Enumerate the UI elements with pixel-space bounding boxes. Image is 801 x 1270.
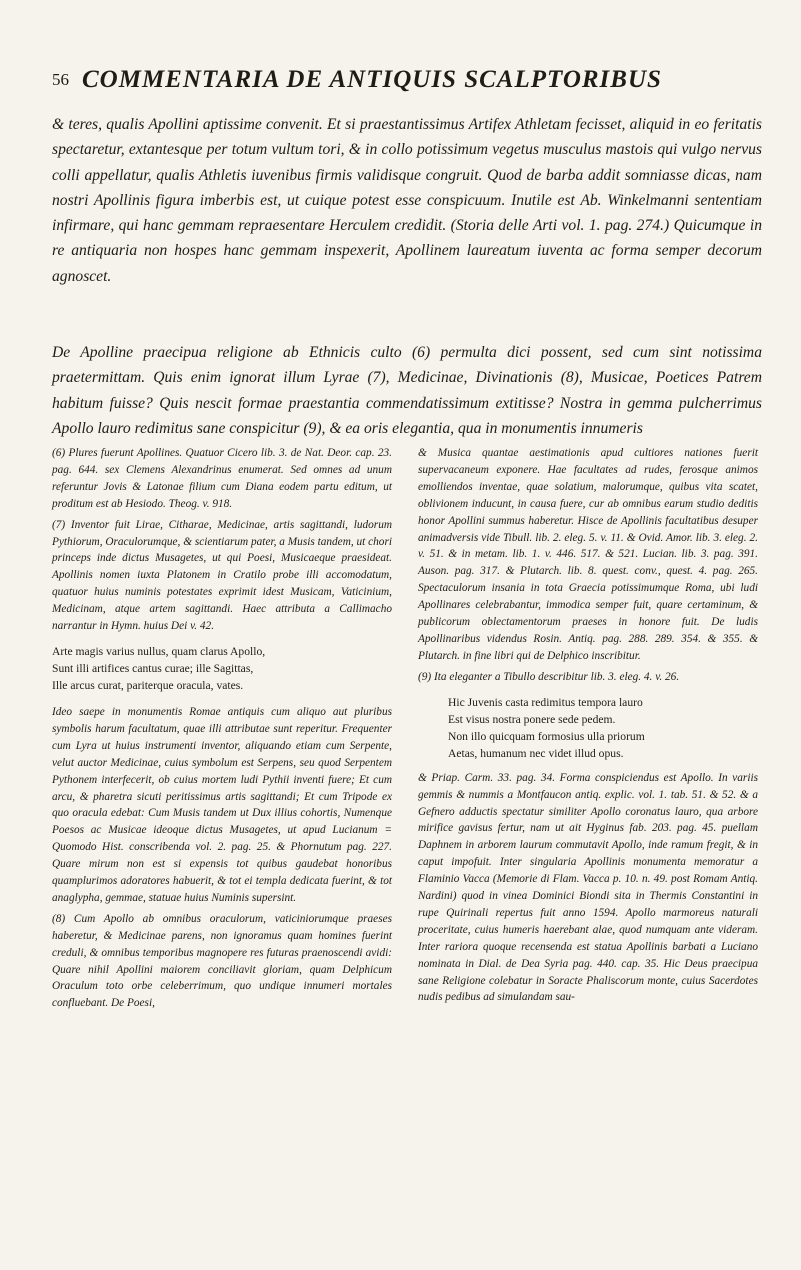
- running-head: COMMENTARIA DE ANTIQUIS SCALPTORIBUS: [82, 66, 662, 93]
- footnote-9-continued: & Priap. Carm. 33. pag. 34. Forma conspiciendus est Apollo. In variis gemmis & nummis a Montfaucon antiq. explic. vol. 1. tab. 51. & 52. & a Gefnero adductis spectatur similiter Apollo coronatus lauro, qua arbore mirifice gavisus fertur, nam ut ait Hyginus fab. 203. pag. 45. puellam Daphnem in arborem laurum commutavit Apollo, inde ramum fregit, & in caput impofuit. Inter singularia Apollinis monumenta memoratur a Flaminio Vacca (Memorie di Flam. Vacca p. 10. n. 49. post Romam Antiq. Nardini) quod in vinea Dominici Biondi sita in Thermis Constantini in rupe Quirinali repertus fuit anno 1594. Apollo marmoreus naturali proceritate, cuius humeris haerebant alae, quod numquam ante videram. Inter rariora quoque recensenda est statua Apollinis barbati a Luciano nominata in Dial. de Dea Syria pag. 440. cap. 35. Hic Deus praecipua sane Religione colebatur in Soracte Phaliscorum monte, cuius Sacerdotes nudis pedibus ad simulandam sau-: [418, 771, 758, 1004]
- footnote-8-continued: & Musica quantae aestimationis apud cultiores nationes fuerit supervacaneum exponere. Hae facultates ad rudes, ferosque animos emolliendos inventae, quae solatium, malorumque, quibus vita scatet, oblivionem inducunt, in causa fuere, cur ab omnibus earum studio deditis honor Apollini summus haberetur. Hisce de Apollinis facultatibus desuper animadversis vide Tibull. lib. 2. eleg. 5. v. 11. & Ovid. Amor. lib. 3. eleg. 2. v. 51. & in metam. lib. 1. v. 446. 517. & 521. Lucian. lib. 3. pag. 391. Auson. pag. 317. & Plutarch. lib. 8. quest. conv., quest. 4. pag. 265. Spectaculorum insania in tota Graecia potissimumque Roma, ubi ludi Apollinares celebrabantur, immodica semper fuit, quare certaminum, & publicorum oblectamentorum praeses in honore fuit. De ludis Apollinaribus videndus Rosin. Antiq. pag. 288. 289. 354. & 355. & Plutarch. in fine libri qui de Delphico inscribitur.: [418, 447, 758, 662]
- verse-line: Arte magis varius nullus, quam clarus Apollo,: [52, 644, 266, 658]
- verse-line: Sunt illi artifices cantus curae; ille Sagittas,: [52, 661, 254, 675]
- tibullus-verse: [448, 694, 758, 762]
- verse-line: Hic Juvenis casta redimitus tempora lauro: [448, 695, 643, 709]
- footnotes-right-column: [418, 445, 758, 1010]
- page-header: [52, 66, 752, 96]
- verse-line: Non illo quicquam formosius ulla priorum: [448, 729, 645, 743]
- verse-line: Est visus nostra ponere sede pedem.: [448, 712, 616, 726]
- footnote-7: (7) Inventor fuit Lirae, Citharae, Medicinae, artis sagittandi, ludorum Pythiorum, Oraculorumque, & scientiarum pater, a Musis tandem, ut chori princeps inde dictus Musagetes, ut qui Poesi, Musicaeque praesideat. Apollinis nomen iuxta Platonem in Cratilo probe illi accomodatum, quatuor huius numinis potestates exprimit idest Musicam, Vaticinium, Medicinam, atque artem sagittandi. Haec attributa a Callimacho narrantur in Hymn. huius Dei v. 42.: [52, 518, 392, 633]
- verse-line: Aetas, humanum nec videt illud opus.: [448, 746, 624, 760]
- footnote-7-continued: Ideo saepe in monumentis Romae antiquis cum aliquo aut pluribus symbolis harum facultatum, quae illi attributae sunt reperitur. Frequenter cum Lyra ut huius instrumenti inventor, aliquando etiam cum Serpente, velut auctor Medicinae, cuius symbolum est Serpens, seu quod Serpentem Pythonem interfecerit, ob cuius mortem ludi Pythii inventi fuere; Et cum arcu, & pharetra sicuti peritissimus artis sagittandi; Et cum Tripode ex quo oracula edebat: Cum Musis tandem ut Dux illius cohortis, Numenque Poesos ac Musicae ideoque dictus Musagetes, ut apud Lucianum = Quomodo Hist. conscribenda vol. 2. pag. 25. & Phornutum pag. 227. Quare mirum non est si expensis tot quibus gaudebat honoribus quamplurimos adoratores habuerit, & tot ei templa dedicata fuerint, & tot anaglypha, gemmae, statuae huius Numinis supersint.: [52, 705, 392, 904]
- main-paragraph-1: & teres, qualis Apollini aptissime convenit. Et si praestantissimus Artifex Athletam fecisset, aliquid in eo feritatis spectaretur, extantesque per totum vultum tori, & in collo potissimum vegetus musculus mastois qui vulgo nervus colli appellatur, qualis Athletis iuvenibus firmis validisque congruit. Quod de barba addit somniasse dicas, nam nostri Apollinis figura imberbis est, ut cuique potest esse conspicuum. Inutile est Ab. Winkelmanni sententiam infirmare, qui hanc gemmam repraesentare Herculem credidit. (Storia delle Arti vol. 1. pag. 274.) Quicumque in re antiquaria non hospes hanc gemmam inspexerit, Apollinem laureatum iuventa ac forma semper decorum agnoscet.: [52, 116, 762, 285]
- main-paragraph-2: De Apolline praecipua religione ab Ethnicis culto (6) permulta dici possent, sed cum sint notissima praetermittam. Quis enim ignorat illum Lyrae (7), Medicinae, Divinationis (8), Musicae, Poetices Patrem habitum fuisse? Quis nescit formae praestantia commendatissimum extitisse? Nostra in gemma pulcherrimus Apollo lauro redimitus sane conspicitur (9), & ea oris elegantia, qua in monumentis innumeris: [52, 344, 762, 437]
- footnote-6: (6) Plures fuerunt Apollines. Quatuor Cicero lib. 3. de Nat. Deor. cap. 23. pag. 644. sex Clemens Alexandrinus enumerat. Sed omnes ad unum referuntur Jovis & Latonae filium cum Diana eodem partu editum, ut proditum est ab Hesiodo. Theog. v. 918.: [52, 447, 392, 510]
- footnotes-left-column: [52, 445, 392, 1016]
- page-number: 56: [52, 70, 69, 89]
- callimachus-verse: [52, 643, 392, 694]
- footnote-8: (8) Cum Apollo ab omnibus oraculorum, vaticiniorumque praeses haberetur, & Medicinae parens, non ignoramus quam homines fuerint creduli, & omnibus temporibus magnopere res futuras praenoscendi avidi: Quare nihil Apollini maiorem conciliavit gloriam, quam Delphicum Oraculum toto orbe celeberrimum, quo undique innumeri mortales confluebant. De Poesi,: [52, 912, 392, 1010]
- footnote-9: (9) Ita eleganter a Tibullo describitur lib. 3. eleg. 4. v. 26.: [418, 670, 680, 683]
- verse-line: Ille arcus curat, pariterque oracula, vates.: [52, 678, 244, 692]
